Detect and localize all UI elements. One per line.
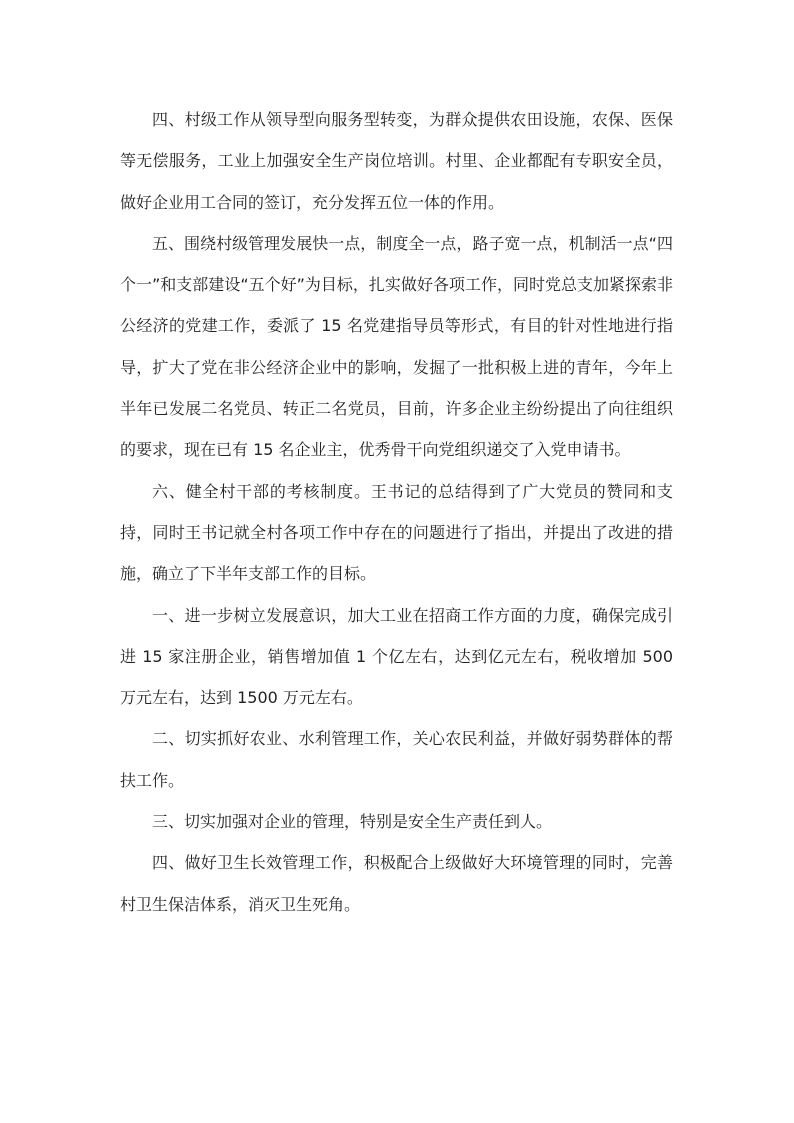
paragraph-agriculture-water: 二、切实抓好农业、水利管理工作，关心农民利益，并做好弱势群体的帮扶工作。 [120, 729, 673, 790]
paragraph-sanitation-management: 四、做好卫生长效管理工作，积极配合上级做好大环境管理的同时，完善村卫生保洁体系，消灭卫生死角。 [120, 853, 673, 914]
paragraph-service-transformation: 四、村级工作从领导型向服务型转变，为群众提供农田设施，农保、医保等无偿服务，工业上加强安全生产岗位培训。村里、企业都配有专职安全员，做好企业用工合同的签订，充分发挥五位一体的作用。 [120, 110, 673, 212]
document-body [120, 99, 673, 925]
paragraph-enterprise-safety: 三、切实加强对企业的管理，特别是安全生产责任到人。 [152, 812, 553, 832]
paragraph-cadre-assessment: 六、健全村干部的考核制度。王书记的总结得到了广大党员的赞同和支持，同时王书记就全村各项工作中存在的问题进行了指出，并提出了改进的措施，确立了下半年支部工作的目标。 [120, 481, 673, 584]
paragraph-village-management-goals: 五、围绕村级管理发展快一点，制度全一点，路子宽一点，机制活一点“四个一”和支部建设“五个好”为目标，扎实做好各项工作，同时党总支加紧探索非公经济的党建工作，委派了 15 名党建指导员等形式，有目的针对性地进行指导，扩大了党在非公经济企业中的影响，发掘了一批积极上进的青年，今年上半年已发展二名党员、转正二名党员，目前，许多企业主纷纷提出了向往组织的要求，现在已有 15 名企业主，优秀骨干向党组织递交了入党申请书。 [120, 233, 673, 460]
paragraph-industry-development: 一、进一步树立发展意识，加大工业在招商工作方面的力度，确保完成引进 15 家注册企业，销售增加值 1 个亿左右，达到亿元左右，税收增加 500 万元左右，达到 1500 万元左右。 [120, 605, 673, 708]
